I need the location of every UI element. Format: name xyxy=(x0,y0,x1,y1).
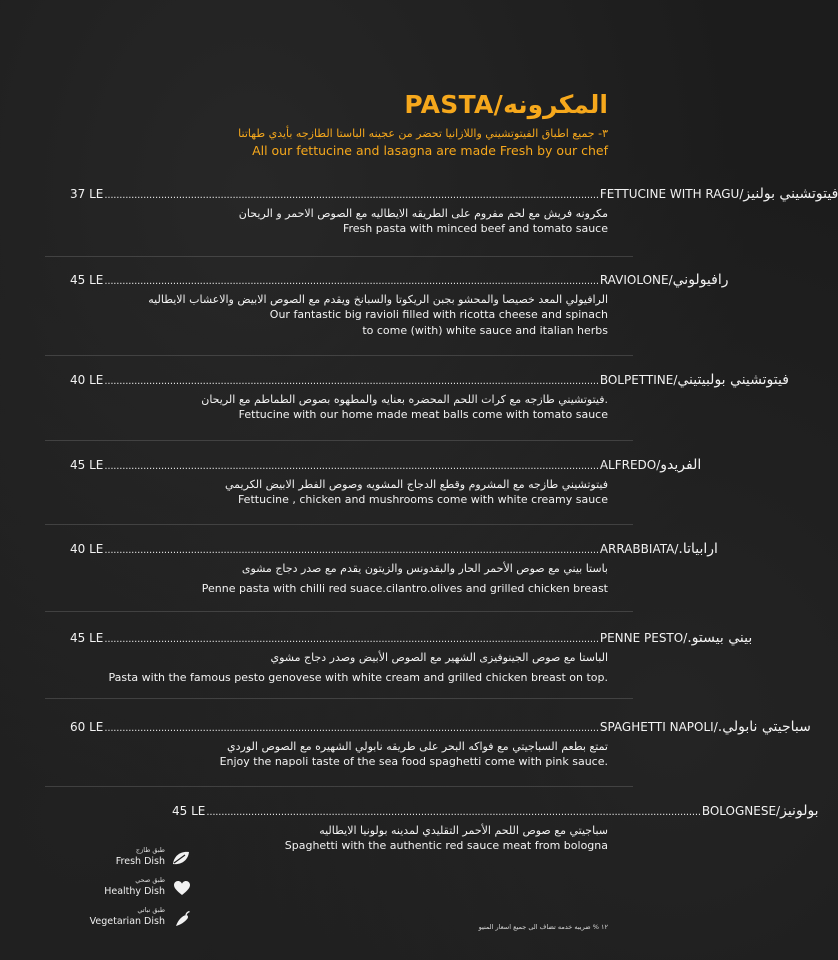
divider xyxy=(45,524,633,525)
divider xyxy=(45,256,633,257)
item-desc-ar: الباستا مع صوص الجينوفيزى الشهير مع الصوص الأبيض وصدر دجاج مشوي xyxy=(270,651,608,664)
item-desc-en: Spaghetti with the authentic red sauce meat from bologna xyxy=(284,839,608,852)
item-name-en: FETTUCINE WITH RAGU/ xyxy=(599,187,744,201)
dot-leader: ...................................................................................................................................................................... xyxy=(104,634,599,645)
item-name-ar: الفريدو xyxy=(660,457,702,473)
menu-item-arrabbiata xyxy=(70,541,718,596)
dot-leader: ...................................................................................................................................................................... xyxy=(104,376,599,387)
legend-fresh-dish xyxy=(95,846,205,874)
item-desc-en: Fettucine , chicken and mushrooms come with white creamy sauce xyxy=(237,493,608,506)
item-desc-en: Penne pasta with chilli red suace.cilantro.olives and grilled chicken breast xyxy=(201,582,608,595)
item-desc-ar: باستا بيني مع صوص الأحمر الحار والبقدونس والزيتون يقدم مع صدر دجاج مشوى xyxy=(241,562,608,575)
menu-item-penne-pesto xyxy=(70,630,753,685)
item-name-ar: بيني بيستو. xyxy=(687,630,753,646)
divider xyxy=(45,611,633,612)
item-name-ar: سباجيتي نابولي. xyxy=(717,719,811,735)
item-header xyxy=(70,372,789,388)
item-name-ar: ارابياتا. xyxy=(678,541,718,557)
item-desc-en: Fresh pasta with minced beef and tomato sauce xyxy=(342,222,608,235)
item-header xyxy=(172,803,819,819)
pepper-icon xyxy=(173,910,191,928)
legend-label-en: Healthy Dish xyxy=(104,886,165,897)
item-price: 45 LE xyxy=(172,804,206,818)
legend-label-ar: طبق طازج xyxy=(135,846,165,854)
dot-leader: ...................................................................................................................................................................... xyxy=(104,276,599,287)
item-header xyxy=(70,541,718,557)
dot-leader: ...................................................................................................................................................................... xyxy=(104,190,599,201)
item-desc-ar: تمتع بطعم السباجيتي مع فواكه البحر على طريقه نابولي الشهيره مع الصوص الوردي xyxy=(227,740,608,753)
item-name-en: PENNE PESTO/ xyxy=(599,631,688,645)
item-header xyxy=(70,457,702,473)
legend-label-ar: طبق صحي xyxy=(135,876,165,884)
item-desc-en-line2: to come (with) white sauce and italian herbs xyxy=(362,324,608,337)
item-price: 40 LE xyxy=(70,373,104,387)
legend-label-en: Vegetarian Dish xyxy=(89,916,165,927)
item-price: 60 LE xyxy=(70,720,104,734)
dot-leader: ...................................................................................................................................................................... xyxy=(104,545,599,556)
item-name-ar: فيتوتشيني بولنيز xyxy=(743,186,838,202)
divider xyxy=(45,355,633,356)
item-price: 40 LE xyxy=(70,542,104,556)
item-name-ar: فيتوتشيني بولبيتيني xyxy=(677,372,789,388)
menu-item-spaghetti-napoli xyxy=(70,719,811,769)
item-name-en: ARRABBIATA/ xyxy=(599,542,679,556)
item-desc-en: Our fantastic big ravioli filled with ricotta cheese and spinach xyxy=(269,308,608,321)
item-price: 45 LE xyxy=(70,273,104,287)
item-name-ar: رافيولوني xyxy=(672,272,729,288)
legend-vegetarian-dish xyxy=(89,906,205,934)
item-desc-ar: سباجيتي مع صوص اللحم الأحمر التقليدي لمدينه بولونيا الايطاليه xyxy=(319,824,608,837)
item-header xyxy=(70,272,729,288)
divider xyxy=(45,440,633,441)
item-name-en: BOLOGNESE/ xyxy=(701,804,781,818)
item-desc-ar: مكرونه فريش مع لحم مفروم على الطريقه الايطاليه مع الصوص الاحمر و الريحان xyxy=(238,207,608,220)
menu-item-bolpettine xyxy=(70,372,789,422)
item-name-en: ALFREDO/ xyxy=(599,458,661,472)
divider xyxy=(45,698,633,699)
page-title: PASTA/المكرونه xyxy=(404,90,608,119)
dot-leader: ...................................................................................................................................................................... xyxy=(206,807,701,818)
item-header xyxy=(70,719,811,735)
menu-item-alfredo xyxy=(70,457,702,507)
item-name-en: RAVIOLONE/ xyxy=(599,273,673,287)
menu-item-fettucine-ragu xyxy=(70,186,838,236)
item-price: 45 LE xyxy=(70,458,104,472)
item-price: 45 LE xyxy=(70,631,104,645)
legend-label-ar: طبق نباتي xyxy=(137,906,165,914)
divider xyxy=(45,786,633,787)
item-name-en: BOLPETTINE/ xyxy=(599,373,678,387)
item-desc-ar: .فيتوتشيني طازجه مع كرات اللحم المحضره بعنايه والمطهوه بصوص الطماطم مع الريحان xyxy=(201,393,608,406)
item-desc-en: Fettucine with our home made meat balls come with tomato sauce xyxy=(238,408,608,421)
menu-item-bolognese xyxy=(172,803,819,853)
item-desc-en: Pasta with the famous pesto genovese with white cream and grilled chicken breast on top. xyxy=(108,671,608,684)
item-header xyxy=(70,186,838,202)
item-desc-ar: فيتوتشيني طازجه مع المشروم وقطع الدجاج المشويه وصوص الفطر الابيض الكريمي xyxy=(225,478,608,491)
item-desc-en: Enjoy the napoli taste of the sea food spaghetti come with pink sauce. xyxy=(219,755,608,768)
item-header xyxy=(70,630,753,646)
subtitle-arabic: ٣- جميع اطباق الفيتوتشيني واللازانيا تحضر من عجينه الباستا الطازجه بأيدي طهاتنا xyxy=(238,127,608,140)
service-tax-note: ١٢ % ضريبه خدمه تضاف الى جميع اسعار المنيو xyxy=(478,923,608,931)
item-name-ar: بولونيز xyxy=(780,803,819,819)
dot-leader: ...................................................................................................................................................................... xyxy=(104,723,599,734)
legend-healthy-dish xyxy=(95,876,205,904)
item-price: 37 LE xyxy=(70,187,104,201)
leaf-icon xyxy=(171,850,191,866)
heart-icon xyxy=(173,880,191,896)
dot-leader: ...................................................................................................................................................................... xyxy=(104,461,599,472)
item-name-en: SPAGHETTI NAPOLI/ xyxy=(599,720,718,734)
legend-label-en: Fresh Dish xyxy=(115,856,165,867)
menu-item-raviolone xyxy=(70,272,729,338)
subtitle-english: All our fettucine and lasagna are made Fresh by our chef xyxy=(252,143,608,158)
item-desc-ar: الرافيولي المعد خصيصا والمحشو بجبن الريكوتا والسبانخ ويقدم مع الصوص الابيض والاعشاب الايطاليه xyxy=(148,293,608,306)
